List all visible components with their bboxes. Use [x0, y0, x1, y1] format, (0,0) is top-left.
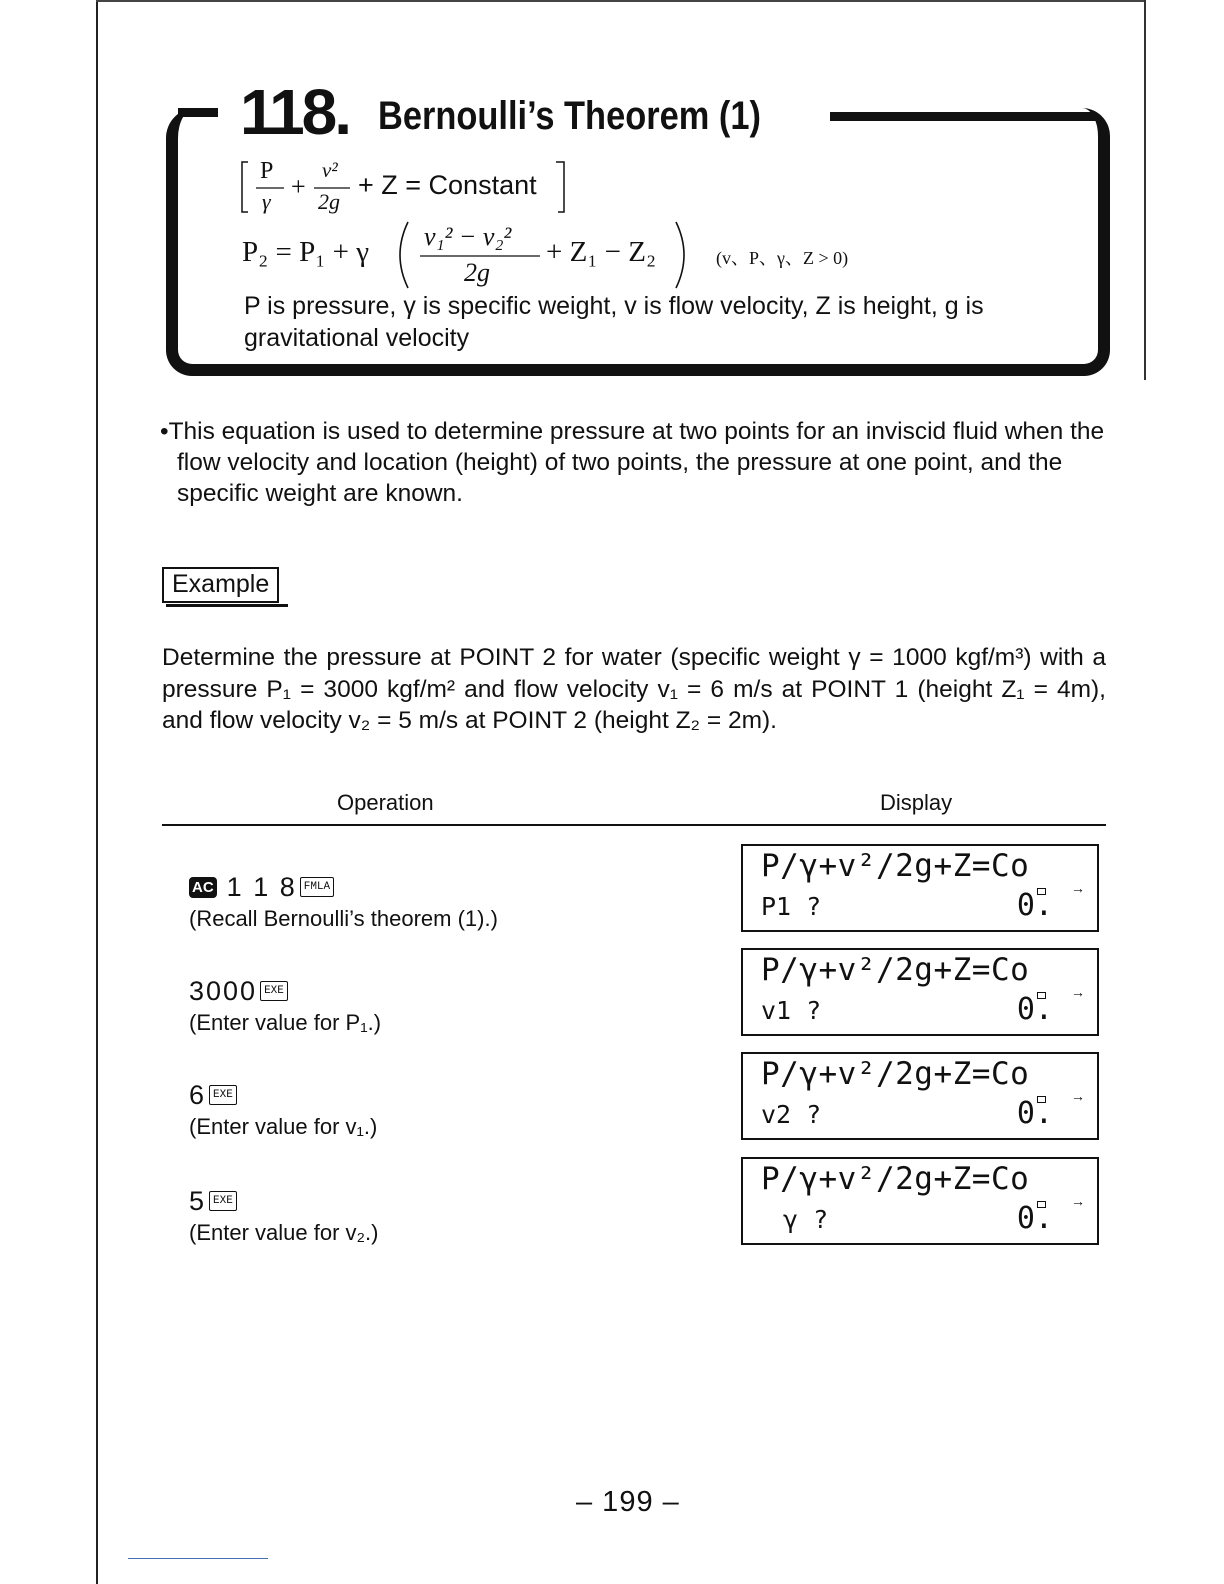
display-header: Display [880, 790, 953, 815]
exe-key-icon: EXE [209, 1191, 237, 1211]
lcd-2-formula: P/γ+v²/2g+Z=Co [761, 952, 1030, 988]
lcd-3-value: 0. [1016, 1096, 1053, 1131]
step-4-note: (Enter value for v₂.) [189, 1220, 379, 1245]
intro-paragraph [160, 416, 1110, 509]
operation-header: Operation [337, 790, 434, 815]
right-arrow-icon: → [1071, 880, 1085, 896]
formula-legend: P is pressure, γ is specific weight, v is flow velocity, Z is height, g is gravitational velocity [244, 292, 984, 352]
lcd-4-prompt: γ ? [783, 1205, 829, 1234]
lcd-display-4 [741, 1157, 1099, 1245]
right-arrow-icon: → [1071, 1193, 1085, 1209]
f2-denominator: 2g [464, 258, 490, 287]
f1-rest: + Z = Constant [358, 170, 537, 200]
step-2-digits: 3000 [189, 975, 258, 1006]
step-1-keys [189, 870, 498, 904]
table-rule [162, 824, 1106, 826]
fmla-key-icon: FMLA [300, 877, 334, 897]
step-3-digits: 6 [189, 1079, 207, 1110]
step-4-keys [189, 1184, 379, 1218]
lcd-1-formula: P/γ+v²/2g+Z=Co [761, 848, 1030, 884]
f2-tail: + Z₁ − Z₂ [546, 236, 657, 268]
lcd-2-prompt: v1 ? [761, 996, 822, 1025]
step-1-note: (Recall Bernoulli’s theorem (1).) [189, 906, 498, 931]
exe-key-icon: EXE [260, 981, 288, 1001]
example-label: Example [162, 567, 279, 603]
f1-2g: 2g [318, 189, 340, 214]
lcd-2-value: 0. [1016, 992, 1053, 1027]
lcd-1-value: 0. [1016, 888, 1053, 923]
scan-edge-top [96, 0, 1146, 2]
problem-statement: Determine the pressure at POINT 2 for water (specific weight γ = 1000 kgf/m³) with a pressure P₁ = 3000 kgf/m² and flow velocity v₁ = 6 m/s at POINT 1 (height Z₁ = 4m), and flow velocity v₂ = 5 m/s at POINT 2 (height Z₂ = 2m). [162, 644, 1106, 734]
scan-edge-left [96, 0, 98, 1584]
f1-gamma: γ [262, 189, 271, 214]
scan-edge-bottom [128, 1558, 268, 1559]
step-3-keys [189, 1078, 377, 1112]
operation-step-4 [189, 1184, 379, 1246]
step-3-note: (Enter value for v₁.) [189, 1114, 378, 1139]
step-2-keys [189, 974, 381, 1008]
lcd-display-3 [741, 1052, 1099, 1140]
lcd-4-formula: P/γ+v²/2g+Z=Co [761, 1161, 1030, 1197]
f1-plus: + [291, 172, 306, 201]
lcd-display-1 [741, 844, 1099, 932]
formula-box-tab [178, 108, 218, 117]
step-4-digits: 5 [189, 1185, 207, 1216]
page-number: – 199 – [576, 1486, 680, 1518]
f2-numerator: v₁² − v₂² [424, 222, 512, 251]
section-number: 118. [240, 76, 350, 148]
exe-key-icon: EXE [209, 1085, 237, 1105]
step-1-digits: 1 1 8 [226, 871, 297, 902]
f1-pressure: P [260, 158, 274, 184]
lcd-3-formula: P/γ+v²/2g+Z=Co [761, 1056, 1030, 1092]
ac-key-icon: AC [189, 877, 217, 898]
f2-condition: (v、P、γ、Z > 0) [716, 248, 849, 268]
operation-step-1 [189, 870, 498, 932]
f1-velocity-squared: v² [322, 158, 338, 182]
right-arrow-icon: → [1071, 984, 1085, 1000]
scan-edge-right [1144, 0, 1146, 380]
lcd-display-2 [741, 948, 1099, 1036]
right-arrow-icon: → [1071, 1088, 1085, 1104]
lcd-4-value: 0. [1016, 1201, 1053, 1236]
step-2-note: (Enter value for P₁.) [189, 1010, 382, 1035]
operation-step-2 [189, 974, 381, 1036]
operation-step-3 [189, 1078, 377, 1140]
lcd-3-prompt: v2 ? [761, 1100, 822, 1129]
f2-lhs: P₂ = P₁ + γ [242, 236, 370, 268]
lcd-1-prompt: P1 ? [761, 892, 822, 921]
intro-text: •This equation is used to determine pressure at two points for an inviscid fluid when the flow velocity and location (height) of two points, the pressure at one point, and the specific weight are known. [160, 418, 1105, 507]
section-title: Bernoulli’s Theorem (1) [378, 94, 761, 138]
example-label-shadow [166, 604, 288, 607]
